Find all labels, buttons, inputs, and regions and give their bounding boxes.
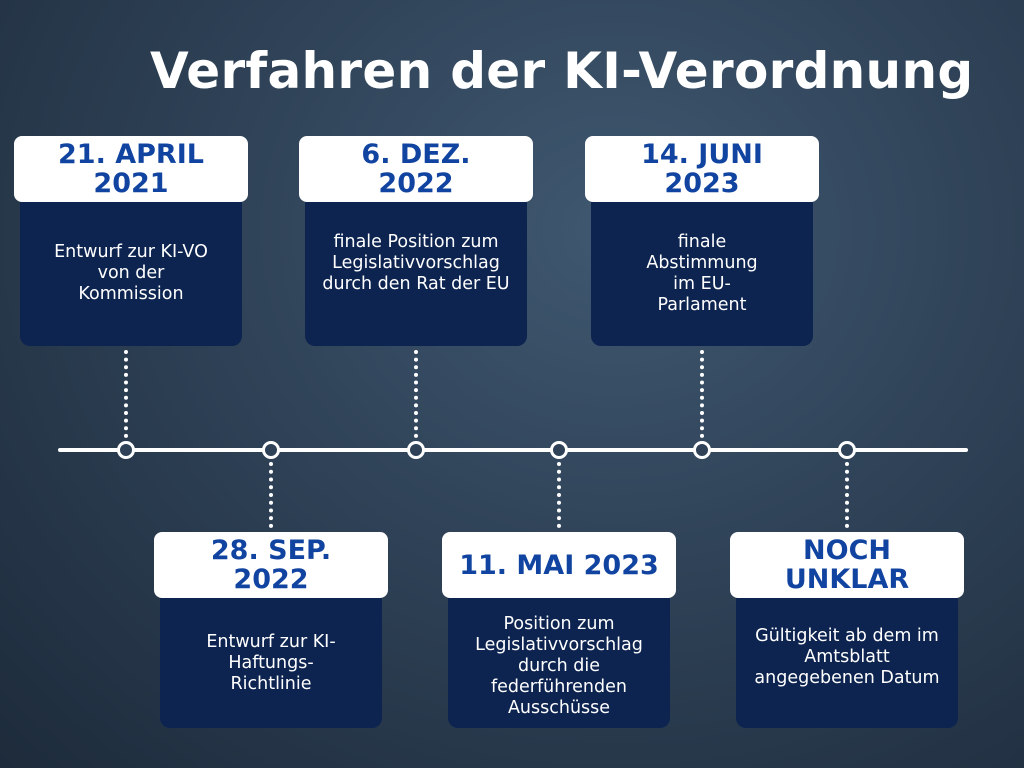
- event-date: 14. JUNI 2023: [585, 136, 819, 202]
- timeline-node-3: [407, 441, 425, 459]
- connector-6: [845, 462, 849, 528]
- timeline-node-1: [117, 441, 135, 459]
- timeline-node-5: [693, 441, 711, 459]
- event-description: finale Abstimmung im EU-Parlament: [591, 136, 813, 346]
- connector-1: [124, 350, 128, 438]
- event-description: Entwurf zur KI-Haftungs-Richtlinie: [160, 532, 382, 728]
- connector-5: [700, 350, 704, 438]
- event-date: NOCH UNKLAR: [730, 532, 964, 598]
- timeline-node-6: [838, 441, 856, 459]
- connector-4: [557, 462, 561, 528]
- event-description: Position zum Legislativvorschlag durch die federführenden Ausschüsse: [448, 532, 670, 728]
- page-title: Verfahren der KI-Verordnung: [150, 42, 974, 100]
- event-date: 28. SEP. 2022: [154, 532, 388, 598]
- event-date: 11. MAI 2023: [442, 532, 676, 598]
- event-description: finale Position zum Legislativvorschlag durch den Rat der EU: [305, 136, 527, 346]
- timeline-axis: [58, 448, 968, 452]
- event-description: Gültigkeit ab dem im Amtsblatt angegebenen Datum: [736, 532, 958, 728]
- connector-3: [414, 350, 418, 438]
- connector-2: [269, 462, 273, 528]
- event-date: 6. DEZ. 2022: [299, 136, 533, 202]
- timeline-node-2: [262, 441, 280, 459]
- timeline-node-4: [550, 441, 568, 459]
- event-description: Entwurf zur KI-VO von der Kommission: [20, 136, 242, 346]
- event-date: 21. APRIL 2021: [14, 136, 248, 202]
